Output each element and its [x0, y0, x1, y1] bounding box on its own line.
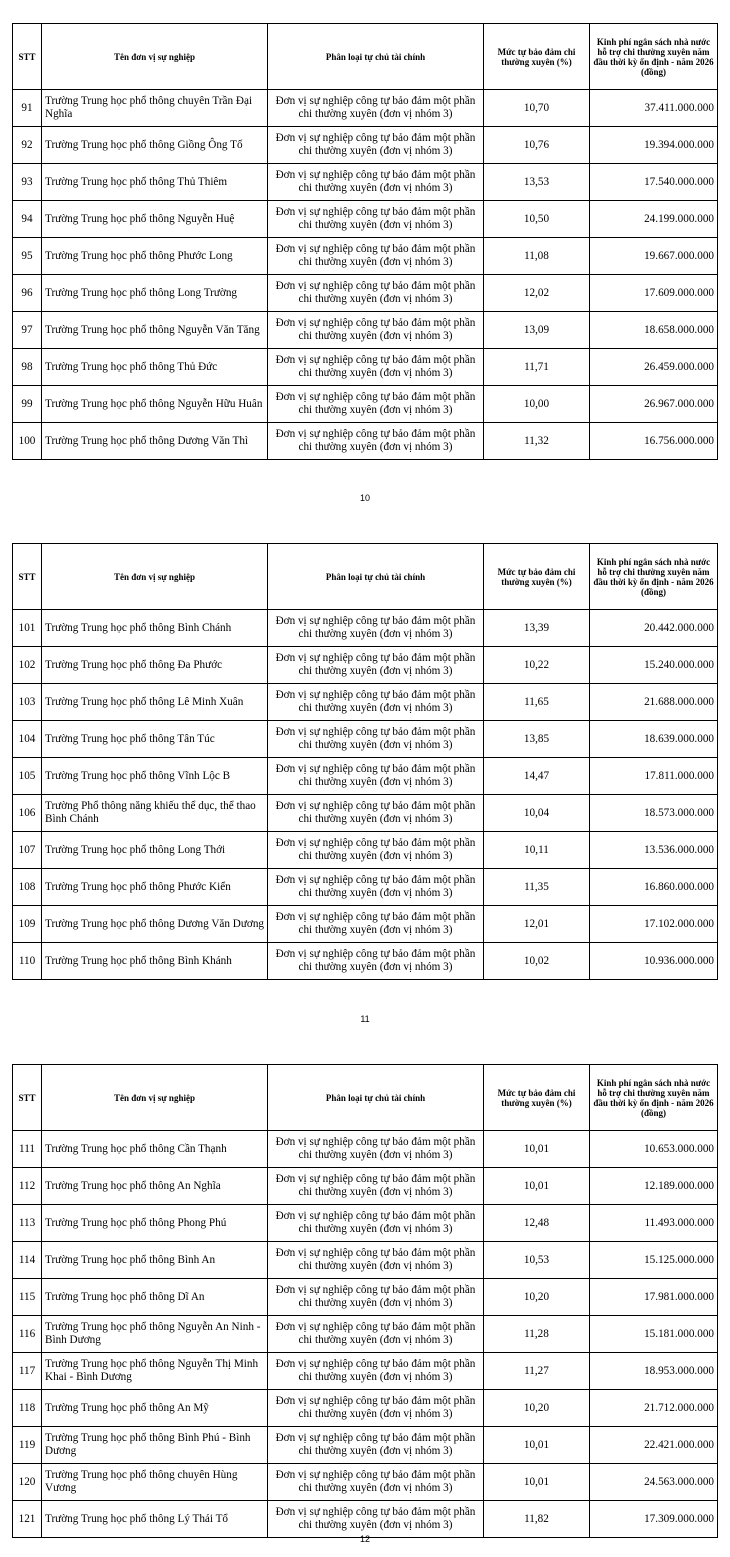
cell-budget-amount: 24.563.000.000	[590, 1464, 718, 1501]
table-row	[13, 795, 718, 832]
cell-stt: 94	[13, 201, 42, 238]
table-row	[13, 349, 718, 386]
header-unit-name: Tên đơn vị sự nghiệp	[42, 544, 268, 610]
cell-unit-name: Trường Trung học phổ thông Long Thới	[42, 832, 268, 869]
cell-stt: 107	[13, 832, 42, 869]
cell-stt: 113	[13, 1205, 42, 1242]
cell-self-funding-rate: 10,20	[484, 1390, 590, 1427]
cell-stt: 116	[13, 1316, 42, 1353]
cell-budget-amount: 15.181.000.000	[590, 1316, 718, 1353]
cell-self-funding-rate: 10,04	[484, 795, 590, 832]
cell-stt: 110	[13, 943, 42, 980]
cell-classification: Đơn vị sự nghiệp công tự bảo đảm một phần chi thường xuyên (đơn vị nhóm 3)	[268, 832, 484, 869]
header-row	[13, 1065, 718, 1131]
cell-unit-name: Trường Trung học phổ thông Đa Phước	[42, 647, 268, 684]
table-row	[13, 721, 718, 758]
cell-classification: Đơn vị sự nghiệp công tự bảo đảm một phần chi thường xuyên (đơn vị nhóm 3)	[268, 795, 484, 832]
cell-stt: 111	[13, 1131, 42, 1168]
cell-unit-name: Trường Trung học phổ thông An Nghĩa	[42, 1168, 268, 1205]
cell-self-funding-rate: 13,53	[484, 164, 590, 201]
cell-self-funding-rate: 10,11	[484, 832, 590, 869]
table-row	[13, 386, 718, 423]
page-number: 12	[359, 1534, 370, 1544]
cell-self-funding-rate: 10,00	[484, 386, 590, 423]
cell-stt: 95	[13, 238, 42, 275]
cell-self-funding-rate: 11,27	[484, 1353, 590, 1390]
cell-self-funding-rate: 13,39	[484, 610, 590, 647]
cell-unit-name: Trường Trung học phổ thông Giồng Ông Tố	[42, 127, 268, 164]
table-row	[13, 1131, 718, 1168]
cell-self-funding-rate: 10,01	[484, 1427, 590, 1464]
cell-unit-name: Trường Trung học phổ thông Nguyễn Huệ	[42, 201, 268, 238]
cell-budget-amount: 22.421.000.000	[590, 1427, 718, 1464]
cell-self-funding-rate: 10,50	[484, 201, 590, 238]
cell-unit-name: Trường Trung học phổ thông Nguyễn Văn Tăng	[42, 312, 268, 349]
table-row	[13, 1242, 718, 1279]
cell-self-funding-rate: 10,76	[484, 127, 590, 164]
table-page-10	[12, 23, 717, 460]
cell-unit-name: Trường Trung học phổ thông Tân Túc	[42, 721, 268, 758]
cell-unit-name: Trường Trung học phổ thông chuyên Trần Đại Nghĩa	[42, 90, 268, 127]
cell-classification: Đơn vị sự nghiệp công tự bảo đảm một phần chi thường xuyên (đơn vị nhóm 3)	[268, 610, 484, 647]
cell-budget-amount: 18.953.000.000	[590, 1353, 718, 1390]
cell-unit-name: Trường Trung học phổ thông Nguyễn An Ninh - Bình Dương	[42, 1316, 268, 1353]
cell-stt: 91	[13, 90, 42, 127]
budget-table	[12, 23, 718, 460]
table-row	[13, 869, 718, 906]
cell-unit-name: Trường Trung học phổ thông Cần Thạnh	[42, 1131, 268, 1168]
cell-classification: Đơn vị sự nghiệp công tự bảo đảm một phần chi thường xuyên (đơn vị nhóm 3)	[268, 164, 484, 201]
cell-classification: Đơn vị sự nghiệp công tự bảo đảm một phần chi thường xuyên (đơn vị nhóm 3)	[268, 1464, 484, 1501]
table-row	[13, 610, 718, 647]
cell-budget-amount: 11.493.000.000	[590, 1205, 718, 1242]
cell-classification: Đơn vị sự nghiệp công tự bảo đảm một phần chi thường xuyên (đơn vị nhóm 3)	[268, 90, 484, 127]
table-row	[13, 1205, 718, 1242]
cell-self-funding-rate: 10,01	[484, 1131, 590, 1168]
table-page-12	[12, 1064, 717, 1538]
cell-budget-amount: 26.459.000.000	[590, 349, 718, 386]
header-classification: Phân loại tự chủ tài chính	[268, 1065, 484, 1131]
cell-self-funding-rate: 13,85	[484, 721, 590, 758]
cell-budget-amount: 18.639.000.000	[590, 721, 718, 758]
cell-self-funding-rate: 12,02	[484, 275, 590, 312]
cell-stt: 96	[13, 275, 42, 312]
cell-classification: Đơn vị sự nghiệp công tự bảo đảm một phần chi thường xuyên (đơn vị nhóm 3)	[268, 758, 484, 795]
header-row	[13, 24, 718, 90]
table-row	[13, 90, 718, 127]
cell-budget-amount: 17.102.000.000	[590, 906, 718, 943]
budget-table	[12, 1064, 718, 1538]
cell-unit-name: Trường Trung học phổ thông Bình Phú - Bình Dương	[42, 1427, 268, 1464]
table-row	[13, 201, 718, 238]
cell-stt: 105	[13, 758, 42, 795]
cell-classification: Đơn vị sự nghiệp công tự bảo đảm một phần chi thường xuyên (đơn vị nhóm 3)	[268, 201, 484, 238]
cell-self-funding-rate: 12,48	[484, 1205, 590, 1242]
table-row	[13, 127, 718, 164]
table-row	[13, 1316, 718, 1353]
header-unit-name: Tên đơn vị sự nghiệp	[42, 24, 268, 90]
cell-unit-name: Trường Trung học phổ thông Dương Văn Dương	[42, 906, 268, 943]
header-self-funding-rate: Mức tự bảo đảm chi thường xuyên (%)	[484, 1065, 590, 1131]
cell-stt: 104	[13, 721, 42, 758]
cell-self-funding-rate: 12,01	[484, 906, 590, 943]
cell-budget-amount: 16.756.000.000	[590, 423, 718, 460]
header-row	[13, 544, 718, 610]
cell-stt: 114	[13, 1242, 42, 1279]
cell-self-funding-rate: 10,02	[484, 943, 590, 980]
cell-budget-amount: 19.667.000.000	[590, 238, 718, 275]
cell-self-funding-rate: 11,82	[484, 1501, 590, 1538]
cell-unit-name: Trường Trung học phổ thông Bình An	[42, 1242, 268, 1279]
cell-stt: 103	[13, 684, 42, 721]
table-row	[13, 423, 718, 460]
table-row	[13, 1427, 718, 1464]
table-row	[13, 312, 718, 349]
cell-self-funding-rate: 10,53	[484, 1242, 590, 1279]
cell-classification: Đơn vị sự nghiệp công tự bảo đảm một phần chi thường xuyên (đơn vị nhóm 3)	[268, 1131, 484, 1168]
cell-self-funding-rate: 11,08	[484, 238, 590, 275]
cell-budget-amount: 19.394.000.000	[590, 127, 718, 164]
cell-budget-amount: 17.609.000.000	[590, 275, 718, 312]
cell-stt: 102	[13, 647, 42, 684]
cell-self-funding-rate: 11,32	[484, 423, 590, 460]
table-page-11	[12, 543, 717, 980]
cell-budget-amount: 17.540.000.000	[590, 164, 718, 201]
cell-self-funding-rate: 10,01	[484, 1168, 590, 1205]
cell-self-funding-rate: 11,65	[484, 684, 590, 721]
cell-budget-amount: 17.811.000.000	[590, 758, 718, 795]
cell-unit-name: Trường Trung học phổ thông Phước Long	[42, 238, 268, 275]
table-row	[13, 1464, 718, 1501]
cell-budget-amount: 16.860.000.000	[590, 869, 718, 906]
table-row	[13, 1353, 718, 1390]
budget-table	[12, 543, 718, 980]
header-unit-name: Tên đơn vị sự nghiệp	[42, 1065, 268, 1131]
cell-self-funding-rate: 14,47	[484, 758, 590, 795]
cell-budget-amount: 10.653.000.000	[590, 1131, 718, 1168]
cell-classification: Đơn vị sự nghiệp công tự bảo đảm một phần chi thường xuyên (đơn vị nhóm 3)	[268, 869, 484, 906]
cell-unit-name: Trường Trung học phổ thông chuyên Hùng Vương	[42, 1464, 268, 1501]
cell-stt: 121	[13, 1501, 42, 1538]
cell-classification: Đơn vị sự nghiệp công tự bảo đảm một phần chi thường xuyên (đơn vị nhóm 3)	[268, 684, 484, 721]
cell-unit-name: Trường Trung học phổ thông Bình Khánh	[42, 943, 268, 980]
header-stt: STT	[13, 24, 42, 90]
cell-classification: Đơn vị sự nghiệp công tự bảo đảm một phần chi thường xuyên (đơn vị nhóm 3)	[268, 238, 484, 275]
cell-stt: 108	[13, 869, 42, 906]
cell-unit-name: Trường Trung học phổ thông Nguyễn Thị Minh Khai - Bình Dương	[42, 1353, 268, 1390]
cell-stt: 97	[13, 312, 42, 349]
cell-self-funding-rate: 11,28	[484, 1316, 590, 1353]
cell-budget-amount: 15.125.000.000	[590, 1242, 718, 1279]
table-row	[13, 164, 718, 201]
cell-self-funding-rate: 10,70	[484, 90, 590, 127]
cell-budget-amount: 18.658.000.000	[590, 312, 718, 349]
cell-classification: Đơn vị sự nghiệp công tự bảo đảm một phần chi thường xuyên (đơn vị nhóm 3)	[268, 1168, 484, 1205]
cell-stt: 100	[13, 423, 42, 460]
cell-classification: Đơn vị sự nghiệp công tự bảo đảm một phần chi thường xuyên (đơn vị nhóm 3)	[268, 1316, 484, 1353]
cell-classification: Đơn vị sự nghiệp công tự bảo đảm một phần chi thường xuyên (đơn vị nhóm 3)	[268, 349, 484, 386]
header-budget-amount: Kinh phí ngân sách nhà nước hỗ trợ chi thường xuyên năm đầu thời kỳ ổn định - năm 2026 (đồng)	[590, 24, 718, 90]
cell-budget-amount: 13.536.000.000	[590, 832, 718, 869]
cell-self-funding-rate: 13,09	[484, 312, 590, 349]
cell-classification: Đơn vị sự nghiệp công tự bảo đảm một phần chi thường xuyên (đơn vị nhóm 3)	[268, 127, 484, 164]
header-classification: Phân loại tự chủ tài chính	[268, 24, 484, 90]
table-row	[13, 647, 718, 684]
cell-unit-name: Trường Trung học phổ thông Lê Minh Xuân	[42, 684, 268, 721]
cell-budget-amount: 10.936.000.000	[590, 943, 718, 980]
table-row	[13, 1390, 718, 1427]
header-self-funding-rate: Mức tự bảo đảm chi thường xuyên (%)	[484, 544, 590, 610]
page-number: 10	[359, 493, 370, 503]
cell-budget-amount: 26.967.000.000	[590, 386, 718, 423]
cell-budget-amount: 21.712.000.000	[590, 1390, 718, 1427]
cell-classification: Đơn vị sự nghiệp công tự bảo đảm một phần chi thường xuyên (đơn vị nhóm 3)	[268, 1501, 484, 1538]
cell-classification: Đơn vị sự nghiệp công tự bảo đảm một phần chi thường xuyên (đơn vị nhóm 3)	[268, 386, 484, 423]
page-number: 11	[360, 1014, 370, 1024]
table-row	[13, 943, 718, 980]
cell-unit-name: Trường Trung học phổ thông Phong Phú	[42, 1205, 268, 1242]
cell-self-funding-rate: 10,22	[484, 647, 590, 684]
cell-self-funding-rate: 11,35	[484, 869, 590, 906]
table-row	[13, 238, 718, 275]
cell-classification: Đơn vị sự nghiệp công tự bảo đảm một phần chi thường xuyên (đơn vị nhóm 3)	[268, 1242, 484, 1279]
cell-unit-name: Trường Trung học phổ thông Dĩ An	[42, 1279, 268, 1316]
cell-unit-name: Trường Phổ thông năng khiếu thể dục, thể thao Bình Chánh	[42, 795, 268, 832]
cell-classification: Đơn vị sự nghiệp công tự bảo đảm một phần chi thường xuyên (đơn vị nhóm 3)	[268, 1279, 484, 1316]
cell-self-funding-rate: 10,20	[484, 1279, 590, 1316]
cell-budget-amount: 24.199.000.000	[590, 201, 718, 238]
table-row	[13, 758, 718, 795]
cell-stt: 99	[13, 386, 42, 423]
header-self-funding-rate: Mức tự bảo đảm chi thường xuyên (%)	[484, 24, 590, 90]
header-budget-amount: Kinh phí ngân sách nhà nước hỗ trợ chi thường xuyên năm đầu thời kỳ ổn định - năm 2026 (đồng)	[590, 544, 718, 610]
cell-stt: 109	[13, 906, 42, 943]
cell-unit-name: Trường Trung học phổ thông Phước Kiển	[42, 869, 268, 906]
cell-budget-amount: 15.240.000.000	[590, 647, 718, 684]
table-row	[13, 1168, 718, 1205]
cell-stt: 106	[13, 795, 42, 832]
cell-self-funding-rate: 10,01	[484, 1464, 590, 1501]
header-stt: STT	[13, 544, 42, 610]
cell-budget-amount: 18.573.000.000	[590, 795, 718, 832]
table-row	[13, 906, 718, 943]
cell-unit-name: Trường Trung học phổ thông Thủ Thiêm	[42, 164, 268, 201]
header-stt: STT	[13, 1065, 42, 1131]
cell-unit-name: Trường Trung học phổ thông An Mỹ	[42, 1390, 268, 1427]
cell-classification: Đơn vị sự nghiệp công tự bảo đảm một phần chi thường xuyên (đơn vị nhóm 3)	[268, 906, 484, 943]
cell-classification: Đơn vị sự nghiệp công tự bảo đảm một phần chi thường xuyên (đơn vị nhóm 3)	[268, 1427, 484, 1464]
cell-budget-amount: 12.189.000.000	[590, 1168, 718, 1205]
cell-classification: Đơn vị sự nghiệp công tự bảo đảm một phần chi thường xuyên (đơn vị nhóm 3)	[268, 647, 484, 684]
table-row	[13, 1279, 718, 1316]
cell-stt: 92	[13, 127, 42, 164]
cell-stt: 115	[13, 1279, 42, 1316]
cell-stt: 101	[13, 610, 42, 647]
cell-classification: Đơn vị sự nghiệp công tự bảo đảm một phần chi thường xuyên (đơn vị nhóm 3)	[268, 1205, 484, 1242]
header-classification: Phân loại tự chủ tài chính	[268, 544, 484, 610]
header-budget-amount: Kinh phí ngân sách nhà nước hỗ trợ chi thường xuyên năm đầu thời kỳ ổn định - năm 2026 (đồng)	[590, 1065, 718, 1131]
cell-self-funding-rate: 11,71	[484, 349, 590, 386]
cell-unit-name: Trường Trung học phổ thông Dương Văn Thì	[42, 423, 268, 460]
cell-classification: Đơn vị sự nghiệp công tự bảo đảm một phần chi thường xuyên (đơn vị nhóm 3)	[268, 312, 484, 349]
cell-unit-name: Trường Trung học phổ thông Long Trường	[42, 275, 268, 312]
cell-stt: 112	[13, 1168, 42, 1205]
cell-classification: Đơn vị sự nghiệp công tự bảo đảm một phần chi thường xuyên (đơn vị nhóm 3)	[268, 423, 484, 460]
cell-stt: 117	[13, 1353, 42, 1390]
cell-stt: 120	[13, 1464, 42, 1501]
cell-stt: 98	[13, 349, 42, 386]
cell-unit-name: Trường Trung học phổ thông Bình Chánh	[42, 610, 268, 647]
cell-unit-name: Trường Trung học phổ thông Nguyễn Hữu Huân	[42, 386, 268, 423]
table-row	[13, 275, 718, 312]
cell-classification: Đơn vị sự nghiệp công tự bảo đảm một phần chi thường xuyên (đơn vị nhóm 3)	[268, 1353, 484, 1390]
cell-budget-amount: 17.981.000.000	[590, 1279, 718, 1316]
cell-budget-amount: 21.688.000.000	[590, 684, 718, 721]
cell-stt: 119	[13, 1427, 42, 1464]
cell-unit-name: Trường Trung học phổ thông Thủ Đức	[42, 349, 268, 386]
cell-classification: Đơn vị sự nghiệp công tự bảo đảm một phần chi thường xuyên (đơn vị nhóm 3)	[268, 943, 484, 980]
cell-budget-amount: 20.442.000.000	[590, 610, 718, 647]
cell-stt: 118	[13, 1390, 42, 1427]
cell-budget-amount: 37.411.000.000	[590, 90, 718, 127]
cell-unit-name: Trường Trung học phổ thông Lý Thái Tổ	[42, 1501, 268, 1538]
table-row	[13, 832, 718, 869]
cell-classification: Đơn vị sự nghiệp công tự bảo đảm một phần chi thường xuyên (đơn vị nhóm 3)	[268, 721, 484, 758]
cell-classification: Đơn vị sự nghiệp công tự bảo đảm một phần chi thường xuyên (đơn vị nhóm 3)	[268, 275, 484, 312]
cell-classification: Đơn vị sự nghiệp công tự bảo đảm một phần chi thường xuyên (đơn vị nhóm 3)	[268, 1390, 484, 1427]
table-row	[13, 684, 718, 721]
cell-budget-amount: 17.309.000.000	[590, 1501, 718, 1538]
cell-stt: 93	[13, 164, 42, 201]
table-row	[13, 1501, 718, 1538]
cell-unit-name: Trường Trung học phổ thông Vĩnh Lộc B	[42, 758, 268, 795]
